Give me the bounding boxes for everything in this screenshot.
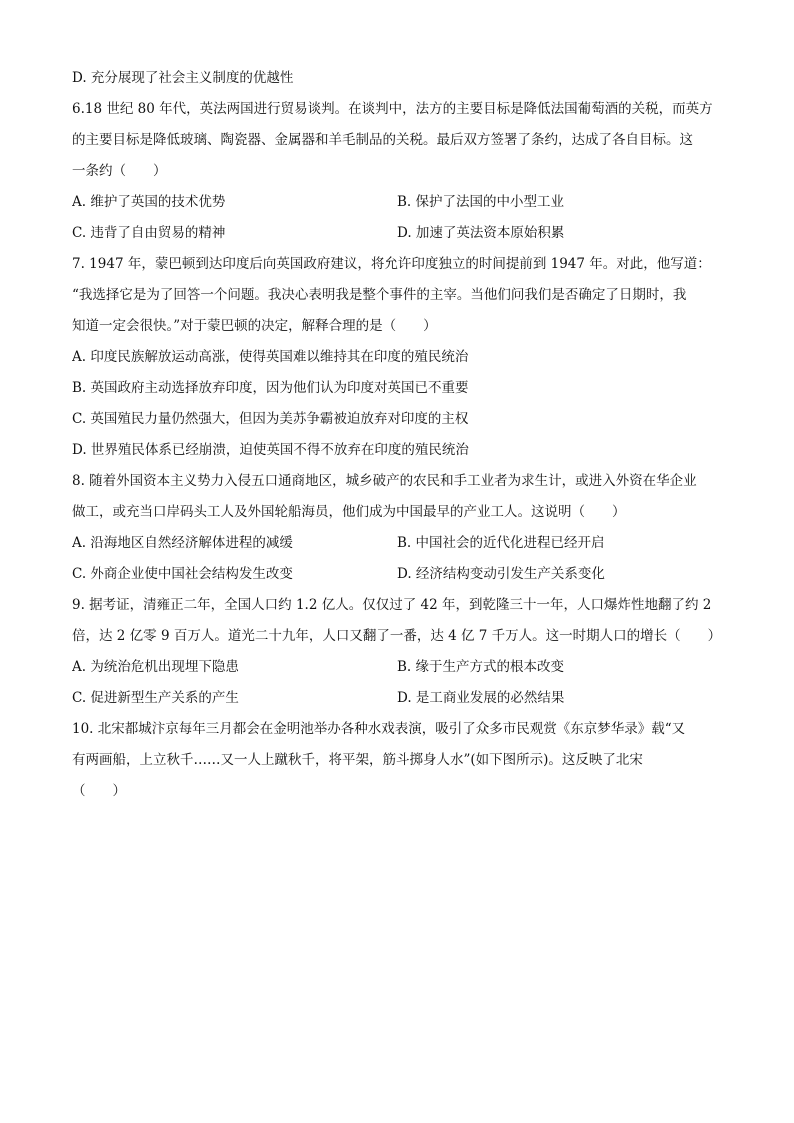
q5-option-d: D. 充分展现了社会主义制度的优越性 [72,70,294,86]
q9-option-a: A. 为统治危机出现埋下隐患 [72,659,239,675]
q8-option-c: C. 外商企业使中国社会结构发生改变 [72,566,293,582]
q6-option-a: A. 维护了英国的技术优势 [72,194,226,210]
q9-stem-line-2: 倍，达 2 亿零 9 百万人。道光二十九年，人口又翻了一番，达 4 亿 7 千万人。这一时期人口的增长（ ） [72,628,722,644]
q7-stem-line-3: 知道一定会很快。”对于蒙巴顿的决定，解释合理的是（ ） [72,318,437,334]
q9-options-row-2 [72,683,732,714]
q8-options-row-2 [72,559,732,590]
q9-option-c: C. 促进新型生产关系的产生 [72,690,239,706]
q7-stem-line-2: “我选择它是为了回答一个问题。我决心表明我是整个事件的主宰。当他们问我们是否确定了日期时，我 [72,287,687,303]
q6-option-d: D. 加速了英法资本原始积累 [397,225,565,241]
q7-option-d: D. 世界殖民体系已经崩溃，迫使英国不得不放弃在印度的殖民统治 [72,442,469,458]
q8-options-row-1 [72,528,732,559]
q10-stem-line-1: 10. 北宋都城汴京每年三月都会在金明池举办各种水戏表演，吸引了众多市民观赏《东京梦华录》载“又 [72,721,686,737]
q9-option-d: D. 是工商业发展的必然结果 [397,690,565,706]
q8-stem-line-1: 8. 随着外国资本主义势力入侵五口通商地区，城乡破产的农民和手工业者为求生计，或进入外资在华企业 [72,473,697,489]
q8-option-d: D. 经济结构变动引发生产关系变化 [397,566,605,582]
q6-stem-line-3: 一条约（ ） [72,163,167,179]
q10-stem-line-3: （ ） [72,783,126,799]
question-list [72,63,732,807]
q7-stem-line-1: 7. 1947 年，蒙巴顿到达印度后向英国政府建议，将允许印度独立的时间提前到 1947 年。对此，他写道： [72,256,711,272]
q7-option-a: A. 印度民族解放运动高涨，使得英国难以维持其在印度的殖民统治 [72,349,469,365]
q6-option-b: B. 保护了法国的中小型工业 [397,194,565,210]
q8-option-a: A. 沿海地区自然经济解体进程的减缓 [72,535,293,551]
q7-option-c: C. 英国殖民力量仍然强大，但因为美苏争霸被迫放弃对印度的主权 [72,411,469,427]
q6-stem-line-1: 6.18 世纪 80 年代，英法两国进行贸易谈判。在谈判中，法方的主要目标是降低法国葡萄酒的关税，而英方 [72,101,713,117]
q6-options-row-2 [72,218,732,249]
q6-options-row-1 [72,187,732,218]
q9-options-row-1 [72,652,732,683]
q9-stem-line-1: 9. 据考证，清雍正二年，全国人口约 1.2 亿人。仅仅过了 42 年，到乾隆三十一年，人口爆炸性地翻了约 2 [72,597,712,613]
q10-stem-line-2: 有两画船，上立秋千……又一人上蹴秋千，将平架，筋斗掷身人水”(如下图所示)。这反映了北宋 [72,752,643,768]
q8-option-b: B. 中国社会的近代化进程已经开启 [397,535,605,551]
q6-stem-line-2: 的主要目标是降低玻璃、陶瓷器、金属器和羊毛制品的关税。最后双方签署了条约，达成了各自目标。这 [72,132,693,148]
q7-option-b: B. 英国政府主动选择放弃印度，因为他们认为印度对英国已不重要 [72,380,469,396]
q9-option-b: B. 缘于生产方式的根本改变 [397,659,565,675]
q6-option-c: C. 违背了自由贸易的精神 [72,225,226,241]
q8-stem-line-2: 做工，或充当口岸码头工人及外国轮船海员，他们成为中国最早的产业工人。这说明（ ） [72,504,626,520]
